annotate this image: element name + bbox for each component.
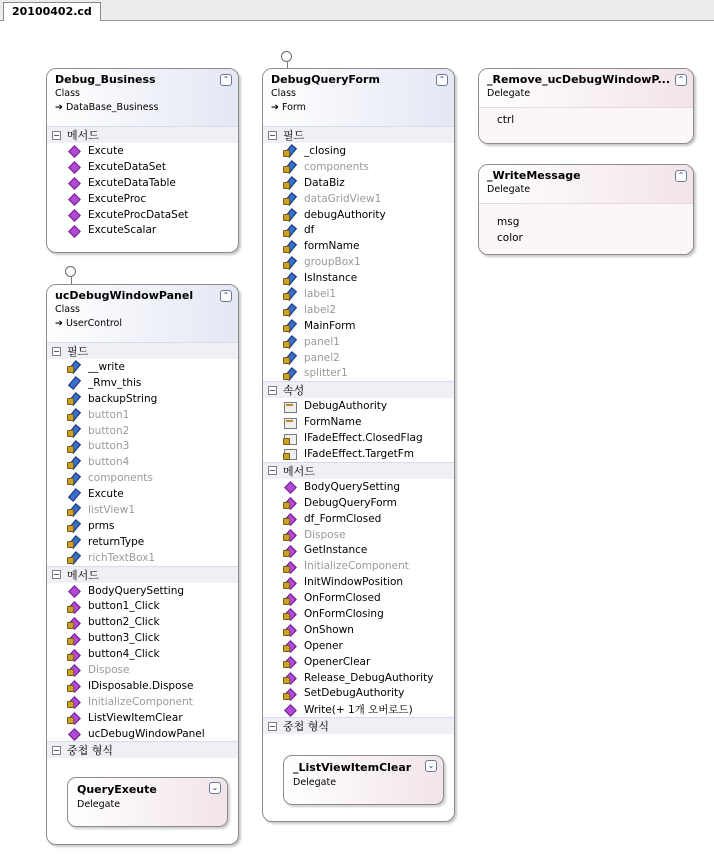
member-row[interactable] <box>47 159 238 175</box>
compartment-label: 메서드 <box>67 129 99 142</box>
private-field-icon <box>67 424 80 437</box>
member-name: panel2 <box>304 351 340 364</box>
class-header <box>47 69 238 126</box>
private-method-icon <box>67 632 80 645</box>
property-icon <box>283 416 296 429</box>
member-row[interactable] <box>263 446 454 462</box>
member-name: InitializeComponent <box>88 695 193 708</box>
private-field-icon <box>283 240 296 253</box>
compartment-label: 필드 <box>283 129 305 142</box>
member-row[interactable] <box>47 486 238 502</box>
protected-method-icon <box>283 607 296 620</box>
member-name: backupString <box>88 392 158 405</box>
collapse-compartment-icon[interactable]: − <box>269 130 276 140</box>
member-row[interactable] <box>263 175 454 191</box>
member-name: button4 <box>88 456 130 469</box>
private-field-icon <box>67 519 80 532</box>
member-row[interactable] <box>47 470 238 486</box>
member-row[interactable] <box>47 207 238 223</box>
member-name: label1 <box>304 287 337 300</box>
member-name: dataGridView1 <box>304 192 382 205</box>
member-row[interactable] <box>263 654 454 670</box>
private-field-icon <box>283 192 296 205</box>
collapse-icon[interactable]: ⌃ <box>220 74 232 86</box>
member-row[interactable] <box>47 534 238 550</box>
compartment-header[interactable] <box>263 462 454 479</box>
member-name: IDisposable.Dispose <box>88 679 194 692</box>
nested-delegate-list-view-item-clear[interactable] <box>283 755 444 805</box>
member-row[interactable] <box>47 678 238 694</box>
member-row[interactable] <box>47 438 238 454</box>
member-name: OpenerClear <box>304 655 371 668</box>
member-row[interactable] <box>263 222 454 238</box>
member-row[interactable] <box>263 686 454 702</box>
private-field-icon <box>67 551 80 564</box>
member-name: components <box>88 472 153 485</box>
compartment-label: 메서드 <box>283 464 315 478</box>
member-row[interactable] <box>47 454 238 470</box>
member-name: MainForm <box>304 319 356 332</box>
collapse-icon[interactable]: ⌃ <box>675 74 687 86</box>
class-kind: Class <box>55 88 80 99</box>
member-row[interactable] <box>47 583 238 599</box>
private-method-icon <box>283 544 296 557</box>
member-name: components <box>304 160 369 173</box>
collapse-compartment-icon[interactable]: − <box>53 130 60 140</box>
member-name: ExcuteDataTable <box>88 176 176 189</box>
private-method-icon <box>67 711 80 724</box>
member-name: ListViewItemClear <box>88 711 183 724</box>
base-class-name: Form <box>281 102 306 113</box>
compartment-header[interactable] <box>47 342 238 359</box>
member-row[interactable] <box>263 238 454 254</box>
member-name: button1_Click <box>88 600 160 613</box>
member-row[interactable] <box>47 407 238 423</box>
compartment-header[interactable] <box>47 741 238 758</box>
member-name: DebugAuthority <box>304 400 388 413</box>
member-name: _closing <box>304 144 347 157</box>
private-field-icon <box>283 303 296 316</box>
class-kind: Class <box>271 88 296 99</box>
delegate-title: _WriteMessage <box>487 169 581 182</box>
nested-kind: Delegate <box>293 777 337 788</box>
private-method-icon <box>67 695 80 708</box>
member-name: SetDebugAuthority <box>304 687 405 700</box>
member-name: FormName <box>304 416 362 429</box>
base-class: ➔ UserControl <box>55 318 122 329</box>
base-class-name: DataBase_Business <box>65 102 159 113</box>
member-row[interactable] <box>263 207 454 223</box>
member-row[interactable] <box>263 495 454 511</box>
member-name: richTextBox1 <box>88 551 156 564</box>
member-name: button3_Click <box>88 632 160 645</box>
class-debug-business[interactable] <box>46 68 239 253</box>
collapse-icon[interactable]: ⌄ <box>209 782 221 794</box>
member-row[interactable] <box>47 614 238 630</box>
member-row[interactable] <box>263 414 454 430</box>
private-property-icon <box>283 447 296 460</box>
member-row[interactable] <box>263 398 454 414</box>
member-row[interactable] <box>263 334 454 350</box>
member-row[interactable] <box>263 670 454 686</box>
private-field-icon <box>283 208 296 221</box>
member-name: Dispose <box>304 528 346 541</box>
member-row[interactable] <box>47 598 238 614</box>
member-row[interactable] <box>263 574 454 590</box>
collapse-compartment-icon[interactable]: − <box>53 745 60 755</box>
member-row[interactable] <box>47 375 238 391</box>
member-name: IFadeEffect.ClosedFlag <box>304 432 423 445</box>
protected-method-icon <box>283 623 296 636</box>
member-name: Release_DebugAuthority <box>304 671 434 684</box>
private-field-icon <box>283 367 296 380</box>
member-row[interactable] <box>47 191 238 207</box>
class-uc-debug-window-panel[interactable] <box>46 284 239 845</box>
method-icon <box>67 176 80 189</box>
protected-method-icon <box>283 528 296 541</box>
member-row[interactable] <box>263 191 454 207</box>
class-title: Debug_Business <box>55 73 156 86</box>
member-name: GetInstance <box>304 544 368 557</box>
collapse-compartment-icon[interactable]: − <box>269 385 276 395</box>
private-method-icon <box>67 679 80 692</box>
base-class: ➔ DataBase_Business <box>55 102 159 113</box>
member-row[interactable] <box>263 558 454 574</box>
member-name: ExcuteScalar <box>88 224 157 237</box>
method-icon <box>283 703 296 716</box>
member-row[interactable] <box>263 365 454 381</box>
private-method-icon <box>283 639 296 652</box>
class-sections <box>47 126 238 238</box>
method-icon <box>67 192 80 205</box>
member-row[interactable] <box>47 694 238 710</box>
compartment-label: 필드 <box>67 345 89 358</box>
collapse-compartment-icon[interactable]: − <box>53 570 60 580</box>
private-field-icon <box>283 144 296 157</box>
member-name: OnShown <box>304 623 354 636</box>
member-row[interactable] <box>263 638 454 654</box>
compartment-header[interactable] <box>47 126 238 143</box>
member-row[interactable] <box>47 646 238 662</box>
member-name: splitter1 <box>304 367 348 380</box>
member-row[interactable] <box>47 726 238 742</box>
member-name: DebugQueryForm <box>304 496 397 509</box>
member-row[interactable] <box>263 159 454 175</box>
private-method-icon <box>67 616 80 629</box>
member-name: Excute <box>88 144 124 157</box>
private-field-icon <box>67 456 80 469</box>
member-row[interactable] <box>263 622 454 638</box>
member-name: label2 <box>304 303 337 316</box>
delegate-remove-uc-debug-window-panel[interactable] <box>478 68 694 144</box>
member-row[interactable] <box>47 359 238 375</box>
private-field-icon <box>67 472 80 485</box>
private-method-icon <box>67 600 80 613</box>
member-row[interactable] <box>47 630 238 646</box>
private-field-icon <box>283 351 296 364</box>
compartment-label: 속성 <box>283 384 305 398</box>
member-name: OnFormClosed <box>304 592 381 605</box>
member-row[interactable] <box>47 662 238 678</box>
member-row[interactable] <box>263 302 454 318</box>
base-class-name: UserControl <box>65 318 122 329</box>
member-row[interactable] <box>263 254 454 270</box>
member-name: button2_Click <box>88 616 160 629</box>
private-method-icon <box>283 560 296 573</box>
member-name: listView1 <box>88 503 136 516</box>
member-row[interactable] <box>263 270 454 286</box>
nested-delegate-query-exeute[interactable] <box>67 777 228 827</box>
method-icon <box>67 727 80 740</box>
private-field-icon <box>283 319 296 332</box>
interface-lollipop-icon <box>65 266 76 277</box>
member-name: debugAuthority <box>304 208 386 221</box>
member-name: formName <box>304 240 360 253</box>
member-name: Dispose <box>88 663 130 676</box>
member-row[interactable] <box>47 423 238 439</box>
method-icon <box>67 224 80 237</box>
member-row[interactable] <box>263 350 454 366</box>
document-tab[interactable]: 20100402.cd <box>3 2 101 21</box>
param-ctrl: ctrl <box>497 114 515 126</box>
field-icon <box>67 488 80 501</box>
delegate-params <box>479 107 693 144</box>
private-field-icon <box>283 335 296 348</box>
delegate-params <box>479 203 693 255</box>
member-name: BodyQuerySetting <box>88 584 185 597</box>
class-sections <box>263 126 454 734</box>
member-name: InitializeComponent <box>304 560 409 573</box>
member-row[interactable] <box>263 542 454 558</box>
param-msg: msg <box>497 216 520 228</box>
param-color: color <box>497 232 523 244</box>
class-debug-query-form[interactable] <box>262 68 455 822</box>
method-icon <box>67 144 80 157</box>
member-row[interactable] <box>263 143 454 159</box>
protected-method-icon <box>67 663 80 676</box>
nested-title: QueryExeute <box>77 783 157 796</box>
class-header <box>263 69 454 126</box>
private-field-icon <box>283 176 296 189</box>
compartment-header[interactable] <box>263 126 454 143</box>
property-icon <box>283 400 296 413</box>
member-row[interactable] <box>47 391 238 407</box>
private-field-icon <box>67 360 80 373</box>
member-row[interactable] <box>263 701 454 717</box>
method-icon <box>283 480 296 493</box>
private-field-icon <box>283 256 296 269</box>
private-field-icon <box>67 408 80 421</box>
collapse-icon[interactable]: ⌄ <box>425 760 437 772</box>
member-row[interactable] <box>263 430 454 446</box>
member-name: ExcuteProcDataSet <box>88 208 189 221</box>
member-name: _Rmv_this <box>88 376 142 389</box>
compartment-header[interactable] <box>263 381 454 398</box>
member-name: OnFormClosing <box>304 607 384 620</box>
compartment-label: 메서드 <box>67 568 99 582</box>
member-name: __write <box>88 360 125 373</box>
private-method-icon <box>283 655 296 668</box>
collapse-compartment-icon[interactable]: − <box>269 466 276 476</box>
member-row[interactable] <box>47 518 238 534</box>
private-method-icon <box>67 648 80 661</box>
delegate-kind: Delegate <box>487 184 531 195</box>
member-row[interactable] <box>263 479 454 495</box>
member-name: returnType <box>88 535 145 548</box>
member-name: InitWindowPosition <box>304 576 404 589</box>
collapse-icon[interactable]: ⌃ <box>436 74 448 86</box>
class-kind: Class <box>55 304 80 315</box>
collapse-icon[interactable]: ⌃ <box>220 290 232 302</box>
collapse-compartment-icon[interactable]: − <box>269 721 276 731</box>
collapse-icon[interactable]: ⌃ <box>675 170 687 182</box>
member-name: Opener <box>304 639 343 652</box>
private-method-icon <box>283 687 296 700</box>
member-row[interactable] <box>263 286 454 302</box>
private-field-icon <box>283 287 296 300</box>
private-field-icon <box>283 272 296 285</box>
member-name: df_FormClosed <box>304 512 382 525</box>
base-class: ➔ Form <box>271 102 306 113</box>
member-row[interactable] <box>47 175 238 191</box>
delegate-write-message[interactable] <box>478 164 694 255</box>
member-row[interactable] <box>263 606 454 622</box>
compartment-header[interactable] <box>47 566 238 583</box>
member-row[interactable] <box>47 710 238 726</box>
compartment-label: 중첩 형식 <box>283 720 330 734</box>
member-name: button4_Click <box>88 648 160 661</box>
private-method-icon <box>283 512 296 525</box>
nested-title: _ListViewItemClear <box>293 761 412 774</box>
member-row[interactable] <box>47 550 238 566</box>
member-name: BodyQuerySetting <box>304 480 401 493</box>
member-row[interactable] <box>47 222 238 238</box>
private-method-icon <box>283 576 296 589</box>
private-field-icon <box>67 503 80 516</box>
method-icon <box>67 208 80 221</box>
member-name: Excute <box>88 488 124 501</box>
private-field-icon <box>67 392 80 405</box>
member-name: prms <box>88 519 115 532</box>
protected-method-icon <box>283 592 296 605</box>
member-name: button3 <box>88 440 130 453</box>
private-property-icon <box>283 432 296 445</box>
document-tab-bar <box>0 0 714 21</box>
member-name: button2 <box>88 424 130 437</box>
member-row[interactable] <box>263 318 454 334</box>
class-title: DebugQueryForm <box>271 73 380 86</box>
member-name: button1 <box>88 408 130 421</box>
member-name: groupBox1 <box>304 256 361 269</box>
member-name: ExcuteProc <box>88 192 147 205</box>
member-name: Write(+ 1개 오버로드) <box>304 703 413 716</box>
member-row[interactable] <box>263 590 454 606</box>
compartment-header[interactable] <box>263 717 454 734</box>
member-name: df <box>304 224 315 237</box>
delegate-header <box>479 165 693 203</box>
private-field-icon <box>67 535 80 548</box>
delegate-header <box>479 69 693 107</box>
member-name: IFadeEffect.TargetFm <box>304 447 415 460</box>
private-field-icon <box>283 224 296 237</box>
member-row[interactable] <box>263 527 454 543</box>
member-row[interactable] <box>47 143 238 159</box>
nested-kind: Delegate <box>77 799 121 810</box>
class-sections <box>47 342 238 758</box>
private-field-icon <box>283 160 296 173</box>
member-name: DataBiz <box>304 176 345 189</box>
member-name: ExcuteDataSet <box>88 160 166 173</box>
member-name: panel1 <box>304 335 340 348</box>
member-row[interactable] <box>47 502 238 518</box>
method-icon <box>67 584 80 597</box>
interface-lollipop-icon <box>281 51 292 62</box>
delegate-kind: Delegate <box>487 88 531 99</box>
method-icon <box>67 160 80 173</box>
compartment-label: 중첩 형식 <box>67 744 114 758</box>
member-name: ucDebugWindowPanel <box>88 727 205 740</box>
field-icon <box>67 376 80 389</box>
member-name: IsInstance <box>304 272 358 285</box>
collapse-compartment-icon[interactable]: − <box>53 346 60 356</box>
delegate-title: _Remove_ucDebugWindowP... <box>487 73 671 86</box>
private-method-icon <box>283 496 296 509</box>
class-title: ucDebugWindowPanel <box>55 289 194 302</box>
class-header <box>47 285 238 342</box>
private-method-icon <box>283 671 296 684</box>
private-field-icon <box>67 440 80 453</box>
member-row[interactable] <box>263 511 454 527</box>
